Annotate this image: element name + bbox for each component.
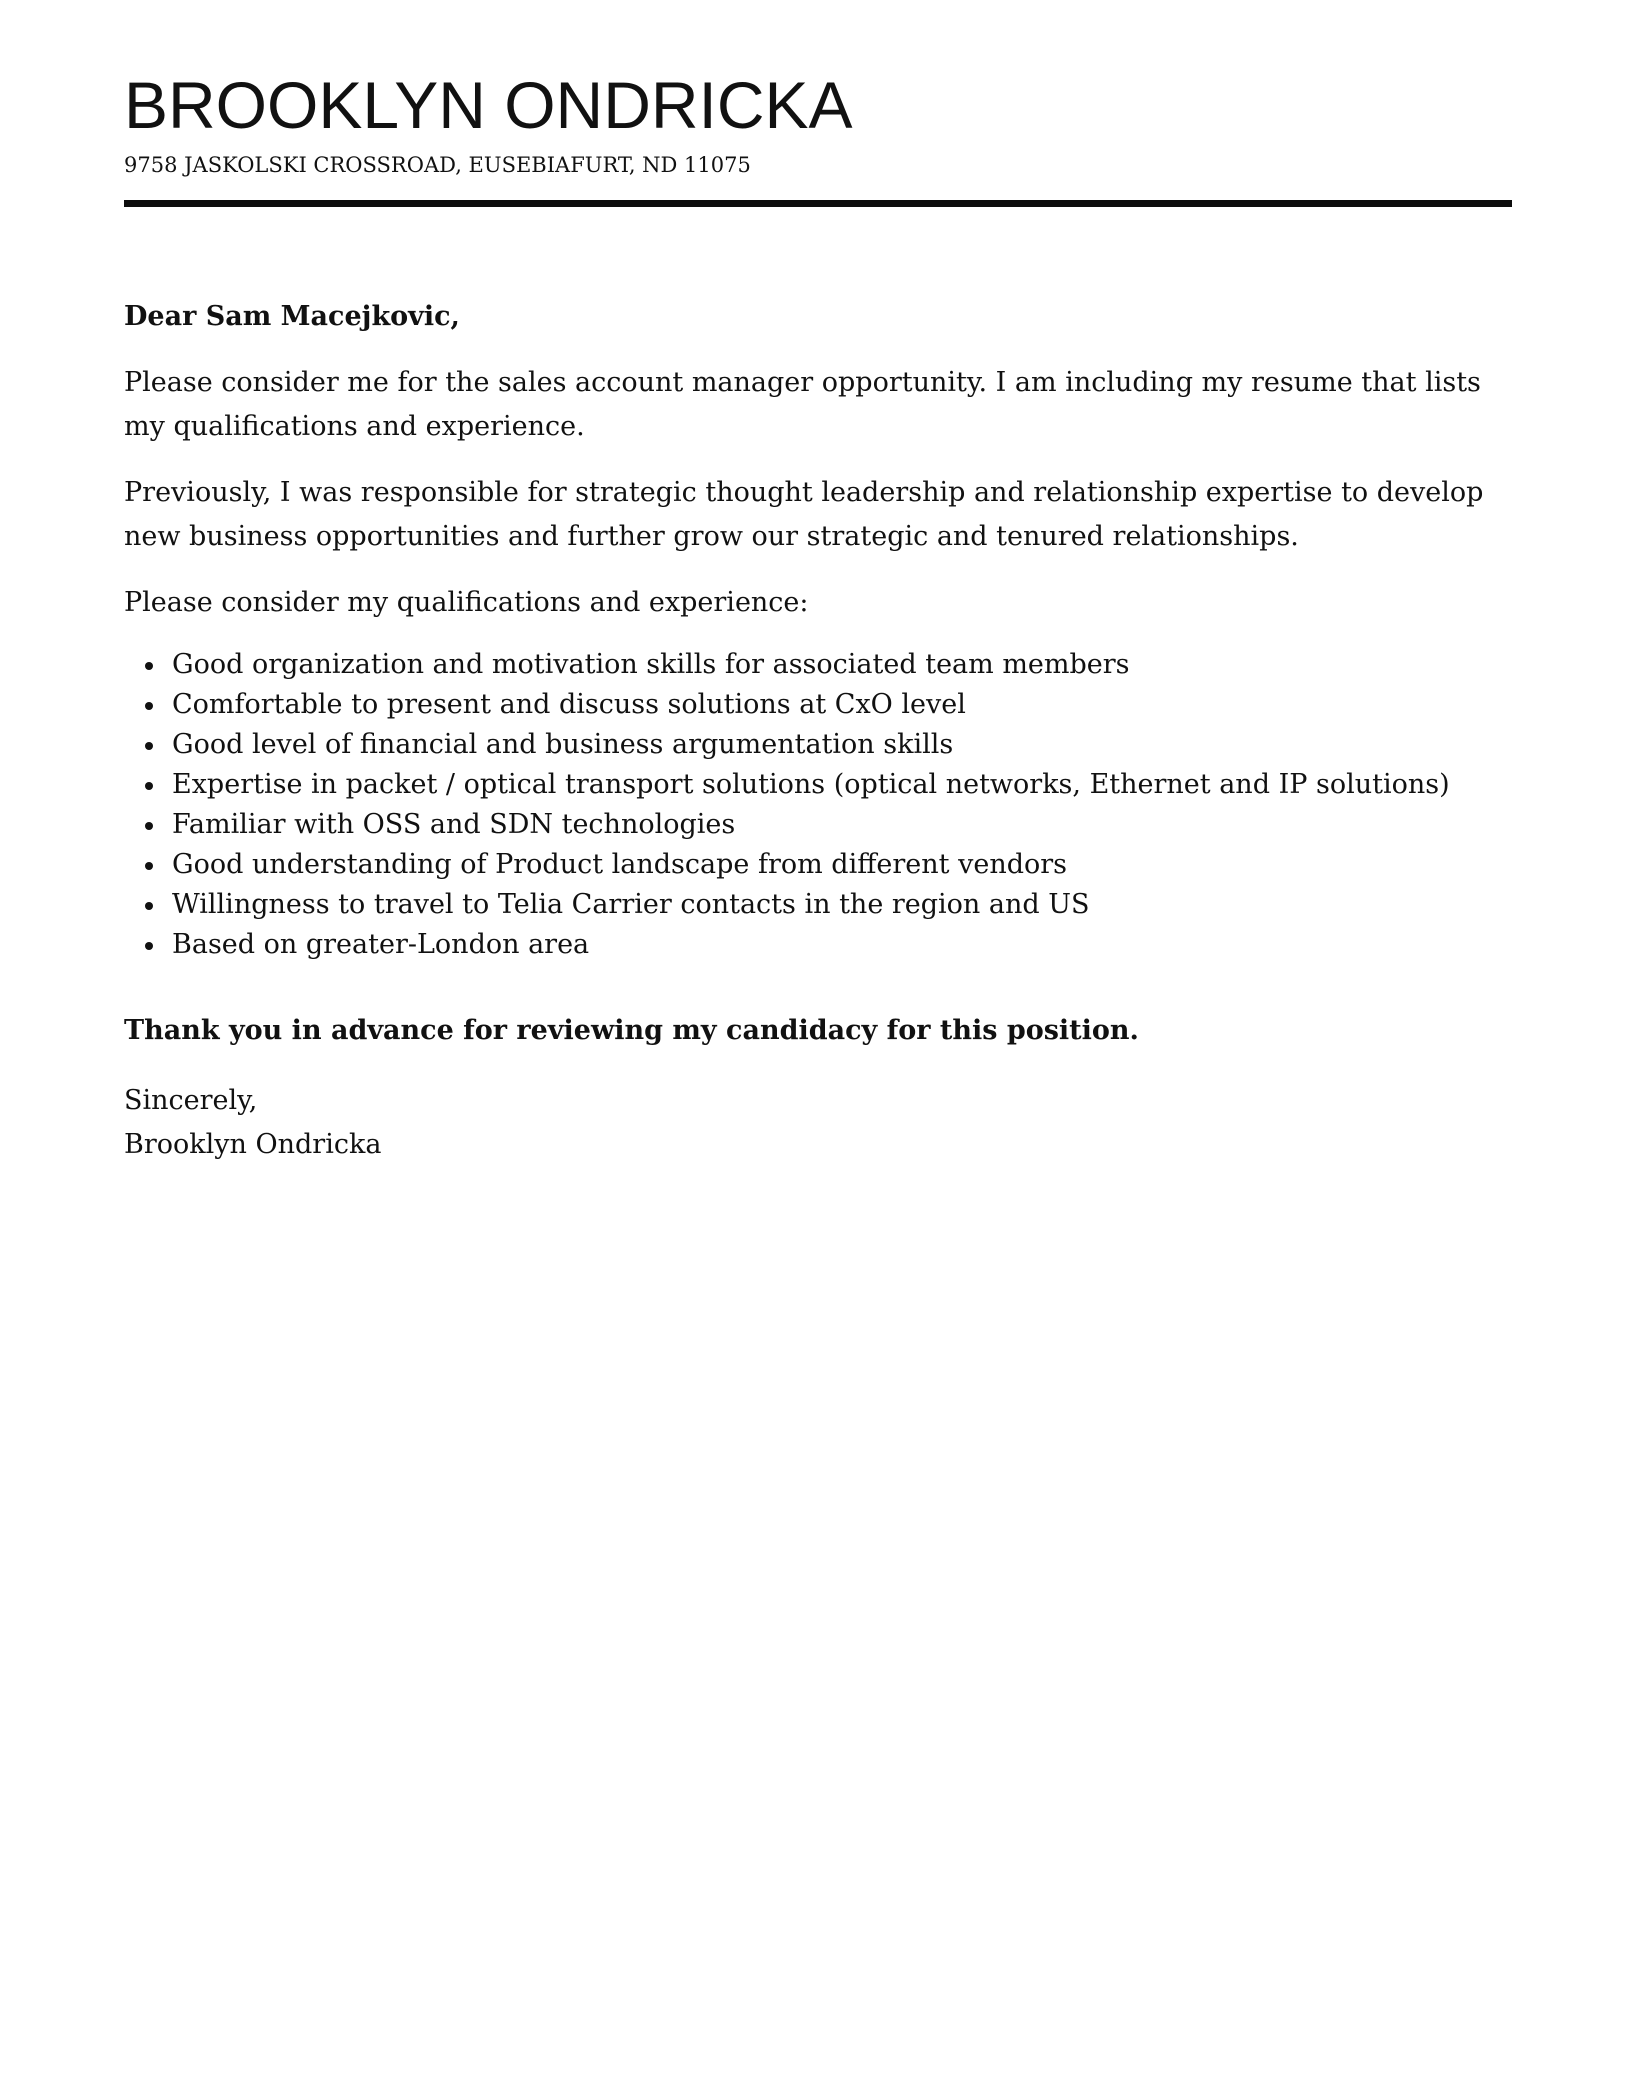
list-item	[172, 805, 1512, 845]
thank-you-line: Thank you in advance for reviewing my candidacy for this position.	[124, 1015, 1139, 1046]
bullet-icon	[145, 862, 153, 870]
list-item	[172, 645, 1512, 685]
bullet-icon	[145, 742, 153, 750]
list-item-text: Familiar with OSS and SDN technologies	[172, 809, 736, 840]
list-item	[172, 925, 1512, 965]
bullet-icon	[145, 662, 153, 670]
list-item	[172, 845, 1512, 885]
list-item	[172, 765, 1512, 805]
qualifications-list	[124, 645, 1512, 965]
list-item	[172, 685, 1512, 725]
applicant-address: 9758 JASKOLSKI CROSSROAD, EUSEBIAFURT, ND 11075	[124, 153, 751, 177]
cover-letter-page	[124, 66, 1512, 1167]
list-item-text: Good level of financial and business argumentation skills	[172, 729, 954, 760]
list-item-text: Willingness to travel to Telia Carrier contacts in the region and US	[172, 889, 1090, 920]
bullet-icon	[145, 782, 153, 790]
paragraph-intro: Please consider me for the sales account manager opportunity. I am including my resume that lists my qualifications and experience.	[124, 367, 1481, 442]
bullet-icon	[145, 942, 153, 950]
list-item	[172, 725, 1512, 765]
letter-body	[124, 295, 1512, 1167]
list-item-text: Good understanding of Product landscape from different vendors	[172, 849, 1068, 880]
bullet-icon	[145, 902, 153, 910]
paragraph-experience: Previously, I was responsible for strategic thought leadership and relationship expertise to develop new business opportunities and further grow our strategic and tenured relationships.	[124, 477, 1484, 552]
header-divider	[124, 200, 1512, 207]
list-item	[172, 885, 1512, 925]
salutation: Dear Sam Macejkovic,	[124, 301, 460, 332]
list-item-text: Expertise in packet / optical transport solutions (optical networks, Ethernet and IP solutions)	[172, 769, 1450, 800]
bullet-icon	[145, 822, 153, 830]
bullet-icon	[145, 702, 153, 710]
closing-block	[124, 1079, 1512, 1167]
list-item-text: Comfortable to present and discuss solutions at CxO level	[172, 689, 966, 720]
closing-phrase: Sincerely,	[124, 1085, 258, 1116]
applicant-name: BROOKLYN ONDRICKA	[124, 68, 853, 142]
signature-name: Brooklyn Ondricka	[124, 1129, 382, 1160]
list-item-text: Based on greater-London area	[172, 929, 590, 960]
qualifications-intro: Please consider my qualifications and experience:	[124, 587, 809, 618]
list-item-text: Good organization and motivation skills for associated team members	[172, 649, 1130, 680]
